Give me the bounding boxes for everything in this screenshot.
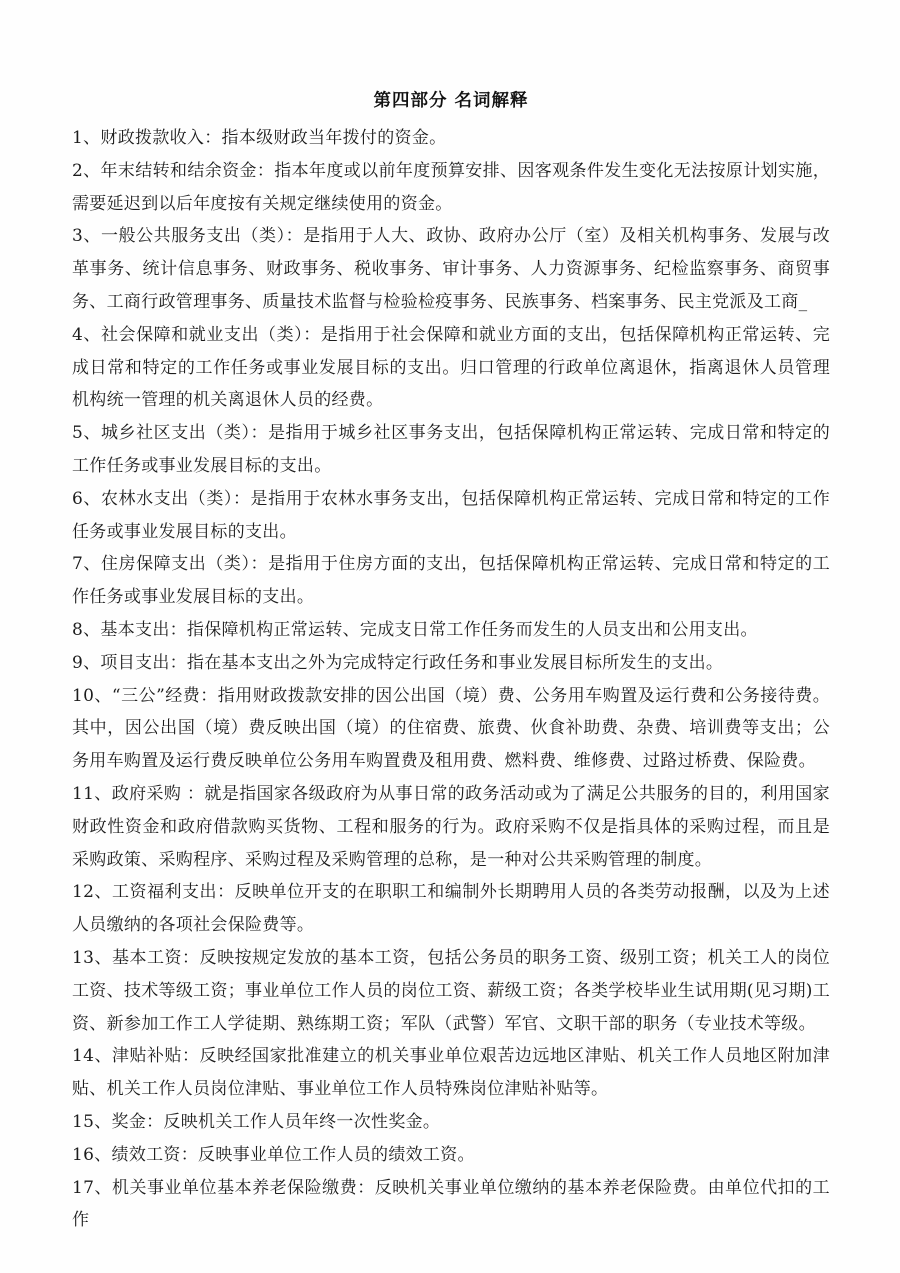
glossary-item: 1、财政拨款收入：指本级财政当年拨付的资金。 xyxy=(72,128,447,148)
glossary-item: 9、项目支出：指在基本支出之外为完成特定行政任务和事业发展目标所发生的支出。 xyxy=(72,652,724,673)
glossary-item: 12、工资福利支出：反映单位开支的在职职工和编制外长期聘用人员的各类劳动报酬，以及为上述人员缴纳的各项社会保险费等。 xyxy=(72,882,830,936)
glossary-item: 6、农林水支出（类）：是指用于农林水事务支出，包括保障机构正常运转、完成日常和特定的工作任务或事业发展目标的支出。 xyxy=(72,488,830,542)
glossary-item: 16、绩效工资：反映事业单位工作人员的绩效工资。 xyxy=(72,1144,475,1165)
glossary-item: 2、年末结转和结余资金：指本年度或以前年度预算安排、因客观条件发生变化无法按原计划实施，需要延迟到以后年度按有关规定继续使用的资金。 xyxy=(72,160,830,214)
glossary-item: 10、“三公”经费：指用财政拨款安排的因公出国（境）费、公务用车购置及运行费和公务接待费。其中，因公出国（境）费反映出国（境）的住宿费、旅费、伙食补助费、杂费、培训费等支出；公务用车购置及运行费反映单位公务用车购置费及租用费、燃料费、维修费、过路过桥费、保险费。 xyxy=(72,685,830,772)
glossary-item: 4、社会保障和就业支出（类）：是指用于社会保障和就业方面的支出，包括保障机构正常运转、完成日常和特定的工作任务或事业发展目标的支出。归口管理的行政单位离退休，指离退休人员管理机构统一管理的机关离退休人员的经费。 xyxy=(72,324,830,411)
glossary-item: 3、一般公共服务支出（类）：是指用于人大、政协、政府办公厅（室）及相关机构事务、发展与改革事务、统计信息事务、财政事务、税收事务、审计事务、人力资源事务、纪检监察事务、商贸事务、工商行政管理事务、质量技术监督与检验检疫事务、民族事务、档案事务、民主党派及工商_ xyxy=(72,226,830,312)
glossary-section xyxy=(72,122,830,1237)
glossary-item: 8、基本支出：指保障机构正常运转、完成支日常工作任务而发生的人员支出和公用支出。 xyxy=(72,619,758,640)
page-title: 第四部分 名词解释 xyxy=(373,91,529,111)
glossary-item: 15、奖金：反映机关工作人员年终一次性奖金。 xyxy=(72,1111,441,1132)
glossary-item: 11、政府采购 ：就是指国家各级政府为从事日常的政务活动或为了满足公共服务的目的，利用国家财政性资金和政府借款购买货物、工程和服务的行为。政府采购不仅是指具体的采购过程，而且是采购政策、采购程序、采购过程及采购管理的总称，是一种对公共采购管理的制度。 xyxy=(72,783,830,870)
glossary-item: 7、住房保障支出（类）：是指用于住房方面的支出，包括保障机构正常运转、完成日常和特定的工作任务或事业发展目标的支出。 xyxy=(72,554,830,608)
glossary-item: 14、津贴补贴：反映经国家批准建立的机关事业单位艰苦边远地区津贴、机关工作人员地区附加津贴、机关工作人员岗位津贴、事业单位工作人员特殊岗位津贴补贴等。 xyxy=(72,1046,830,1100)
glossary-item: 13、基本工资：反映按规定发放的基本工资，包括公务员的职务工资、级别工资；机关工人的岗位工资、技术等级工资；事业单位工作人员的岗位工资、薪级工资；各类学校毕业生试用期(见习期)工资、新参加工作工人学徒期、熟练期工资；军队（武警）军官、文职干部的职务（专业技术等级。 xyxy=(72,947,830,1034)
glossary-item: 17、机关事业单位基本养老保险缴费：反映机关事业单位缴纳的基本养老保险费。由单位代扣的工作 xyxy=(72,1177,830,1231)
glossary-item: 5、城乡社区支出（类）：是指用于城乡社区事务支出，包括保障机构正常运转、完成日常和特定的工作任务或事业发展目标的支出。 xyxy=(72,423,830,476)
